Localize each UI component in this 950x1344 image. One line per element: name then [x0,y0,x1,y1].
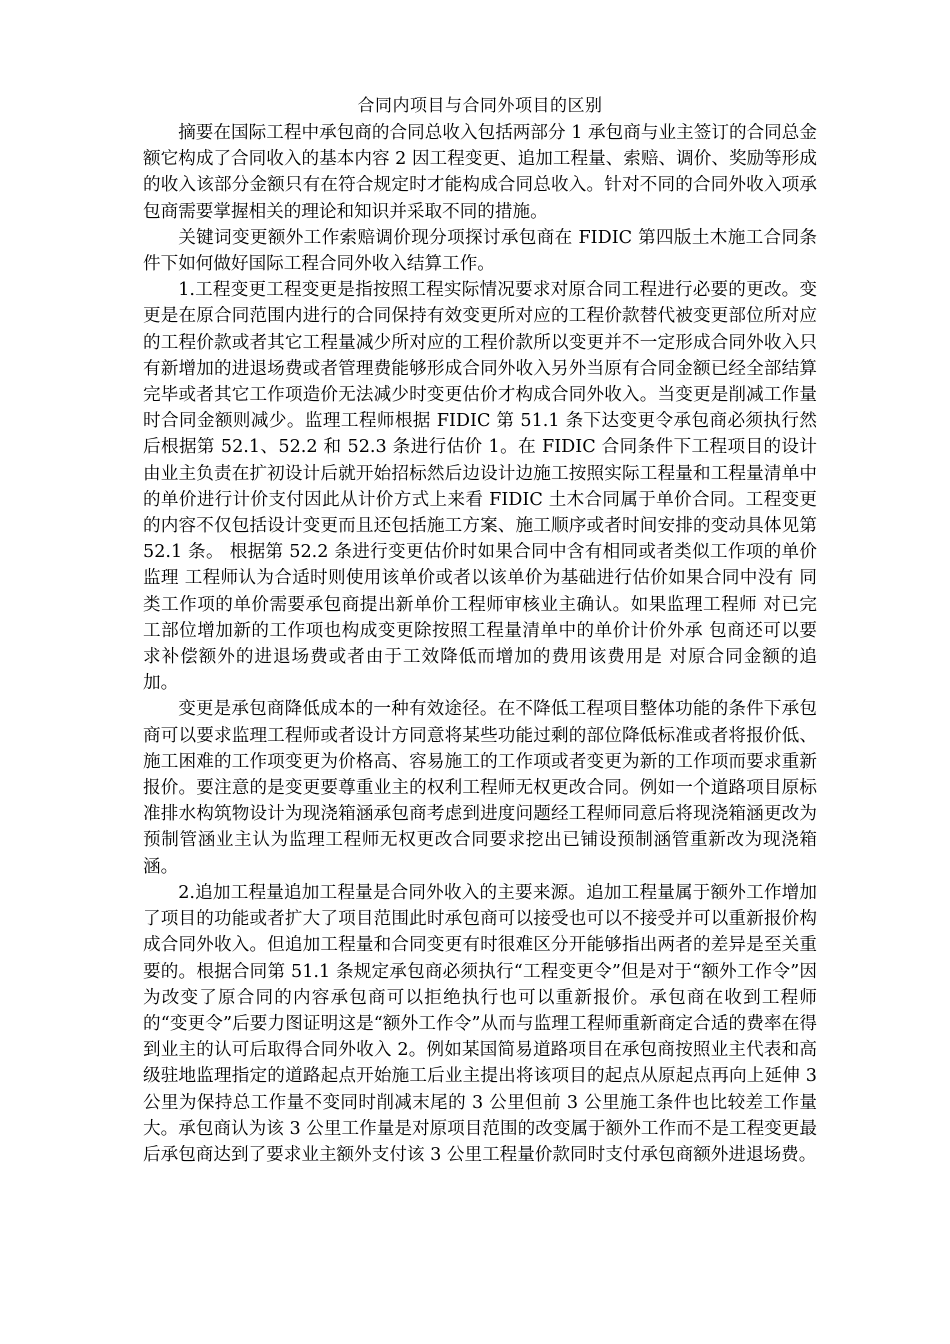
section-1-cost-reduction: 变更是承包商降低成本的一种有效途径。在不降低工程项目整体功能的条件下承包商可以要求监理工程师或者设计方同意将某些功能过剩的部位降低标准或者将报价低、施工困难的工作项变更为价格高、容易施工的工作项或者变更为新的工作项而要求重新报价。要注意的是变更要尊重业主的权利工程师无权更改合同。例如一个道路项目原标准排水构筑物设计为现浇箱涵承包商考虑到进度问题经工程师同意后将现浇箱涵更改为预制管涵业主认为监理工程师无权更改合同要求挖出已铺设预制涵管重新改为现浇箱涵。 [143,699,817,877]
keywords-paragraph: 关键词变更额外工作索赔调价现分项探讨承包商在 FIDIC 第四版土木施工合同条件下如何做好国际工程合同外收入结算工作。 [143,227,817,275]
document-title: 合同内项目与合同外项目的区别 [357,96,603,116]
section-1-engineering-change: 1.工程变更工程变更是指按照工程实际情况要求对原合同工程进行必要的更改。变更是在原合同范围内进行的合同保持有效变更所对应的工程价款替代被变更部位所对应的工程价款或者其它工程量减少所对应的工程价款所以变更并不一定形成合同外收入只有新增加的进退场费或者管理费能够形成合同外收入另外当原有合同金额已经全部结算完毕或者其它工作项造价无法减少时变更估价才构成合同外收入。当变更是削减工作量时合同金额则减少。监理工程师根据 FIDIC 第 51.1 条下达变更令承包商必须执行然后根据第 52.1、52.2 和 52.3 条进行估价 1。在 FIDIC 合同条件下工程项目的设计由业主负责在扩初设计后就开始招标然后边设计边施工按照实际工程量和工程量清单中的单价进行计价支付因此从计价方式上来看 FIDIC 土木合同属于单价合同。工程变更的内容不仅包括设计变更而且还包括施工方案、施工顺序或者时间安排的变动具体见第 52.1 条。 根据第 52.2 条进行变更估价时如果合同中含有相同或者类似工作项的单价监理 工程师认为合适时则使用该单价或者以该单价为基础进行估价如果合同中没有 同类工作项的单价需要承包商提出新单价工程师审核业主确认。如果监理工程师 对已完工部位增加新的工作项也构成变更除按照工程量清单中的单价计价外承 包商还可以要求补偿额外的进退场费或者由于工效降低而增加的费用该费用是 对原合同金额的追加。 [143,280,817,694]
document-page [143,93,817,1168]
section-2-additional-quantity: 2.追加工程量追加工程量是合同外收入的主要来源。追加工程量属于额外工作增加了项目的功能或者扩大了项目范围此时承包商可以接受也可以不接受并可以重新报价构成合同外收入。但追加工程量和合同变更有时很难区分开能够指出两者的差异是至关重要的。根据合同第 51.1 条规定承包商必须执行“工程变更令”但是对于“额外工作令”因为改变了原合同的内容承包商可以拒绝执行也可以重新报价。承包商在收到工程师的“变更令”后要力图证明这是“额外工作令”从而与监理工程师重新商定合适的费率在得到业主的认可后取得合同外收入 2。例如某国简易道路项目在承包商按照业主代表和高级驻地监理指定的道路起点开始施工后业主提出将该项目的起点从原起点再向上延伸 3 公里为保持总工作量不变同时削减末尾的 3 公里但前 3 公里施工条件也比较差工作量大。承包商认为该 3 公里工作量是对原项目范围的改变属于额外工作而不是工程变更最后承包商达到了要求业主额外支付该 3 公里工程量价款同时支付承包商额外进退场费。 [143,882,817,1165]
abstract-paragraph: 摘要在国际工程中承包商的合同总收入包括两部分 1 承包商与业主签订的合同总金额它构成了合同收入的基本内容 2 因工程变更、追加工程量、索赔、调价、奖励等形成的收入该部分金额只有在符合规定时才能构成合同总收入。针对不同的合同外收入项承包商需要掌握相关的理论和知识并采取不同的措施。 [143,123,817,222]
